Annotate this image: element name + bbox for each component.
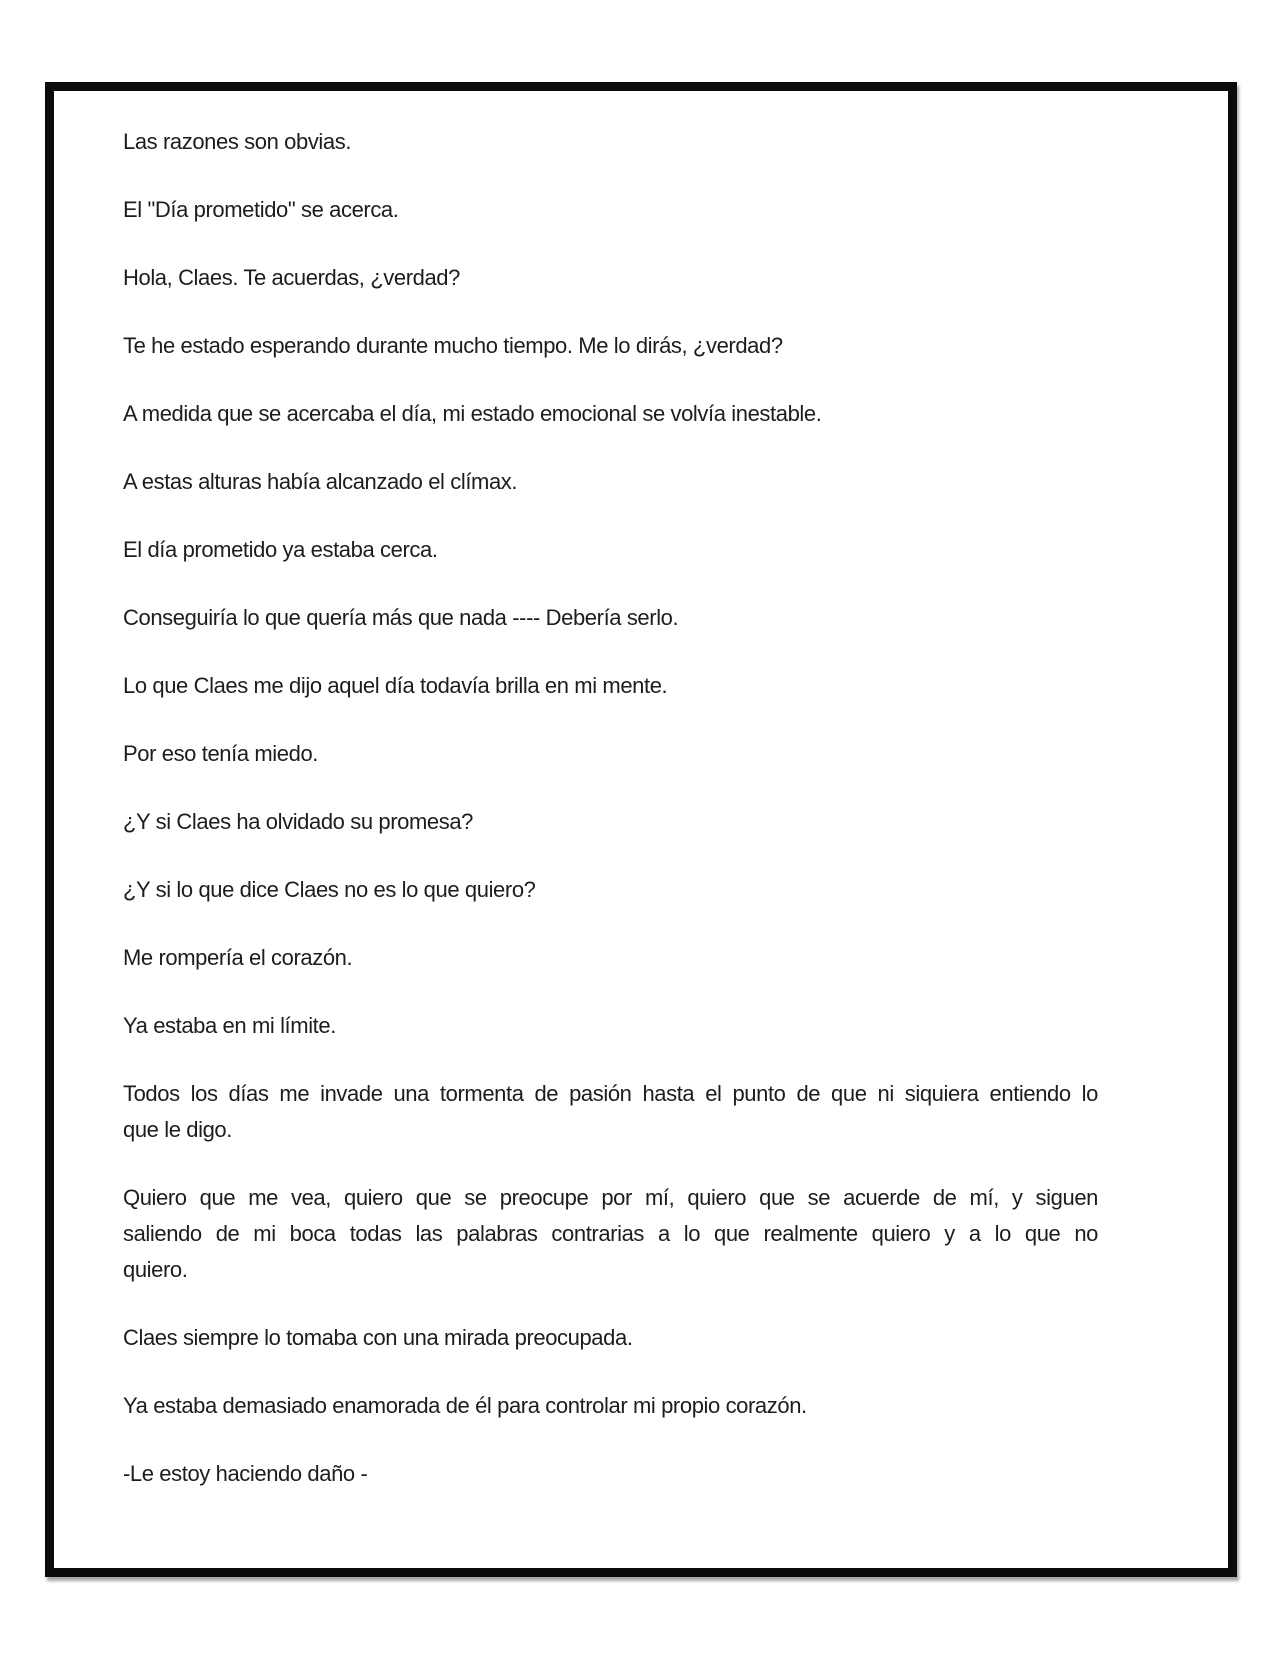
text-line: Hola, Claes. Te acuerdas, ¿verdad?: [123, 265, 460, 290]
text-line: El día prometido ya estaba cerca.: [123, 537, 438, 562]
paragraph: [123, 124, 1098, 160]
text-line: Lo que Claes me dijo aquel día todavía brilla en mi mente.: [123, 673, 668, 698]
text-line: -Le estoy haciendo daño -: [123, 1461, 368, 1486]
paragraph: [123, 940, 1098, 976]
paragraph: [123, 1008, 1098, 1044]
text-line: Ya estaba en mi límite.: [123, 1013, 336, 1038]
text-line: Conseguiría lo que quería más que nada ---- Debería serlo.: [123, 605, 679, 630]
paragraph: [123, 872, 1098, 908]
text-line: ¿Y si Claes ha olvidado su promesa?: [123, 809, 474, 834]
paragraph: [123, 396, 1098, 432]
text-line: Por eso tenía miedo.: [123, 741, 319, 766]
paragraph: [123, 736, 1098, 772]
page-frame: [45, 82, 1237, 1577]
paragraph: [123, 532, 1098, 568]
text-line: Me rompería el corazón.: [123, 945, 353, 970]
paragraph: [123, 328, 1098, 364]
text-line: A estas alturas había alcanzado el clímax.: [123, 469, 518, 494]
paragraph: [123, 1388, 1098, 1424]
text-line: Claes siempre lo tomaba con una mirada preocupada.: [123, 1325, 633, 1350]
paragraph: [123, 1076, 1098, 1148]
text-line: Quiero que me vea, quiero que se preocupe por mí, quiero que se acuerde de mí, y siguen: [123, 1185, 1098, 1210]
text-line: Ya estaba demasiado enamorada de él para controlar mi propio corazón.: [123, 1393, 807, 1418]
text-line: que le digo.: [123, 1117, 232, 1142]
paragraph: [123, 1456, 1098, 1492]
text-line: Las razones son obvias.: [123, 129, 352, 154]
paragraph: [123, 1180, 1098, 1288]
text-line: quiero.: [123, 1257, 188, 1282]
document-content: [54, 91, 1228, 1568]
text-line: saliendo de mi boca todas las palabras contrarias a lo que realmente quiero y a lo que no: [123, 1221, 1098, 1246]
text-line: Todos los días me invade una tormenta de pasión hasta el punto de que ni siquiera entiendo lo: [123, 1081, 1098, 1106]
paragraph: [123, 464, 1098, 500]
text-line: Te he estado esperando durante mucho tiempo. Me lo dirás, ¿verdad?: [123, 333, 783, 358]
text-line: ¿Y si lo que dice Claes no es lo que quiero?: [123, 877, 536, 902]
paragraph: [123, 668, 1098, 704]
paragraph: [123, 600, 1098, 636]
paragraph: [123, 260, 1098, 296]
text-line: El "Día prometido" se acerca.: [123, 197, 399, 222]
text-line: A medida que se acercaba el día, mi estado emocional se volvía inestable.: [123, 401, 822, 426]
paragraph: [123, 1320, 1098, 1356]
paragraph: [123, 192, 1098, 228]
paragraph: [123, 804, 1098, 840]
